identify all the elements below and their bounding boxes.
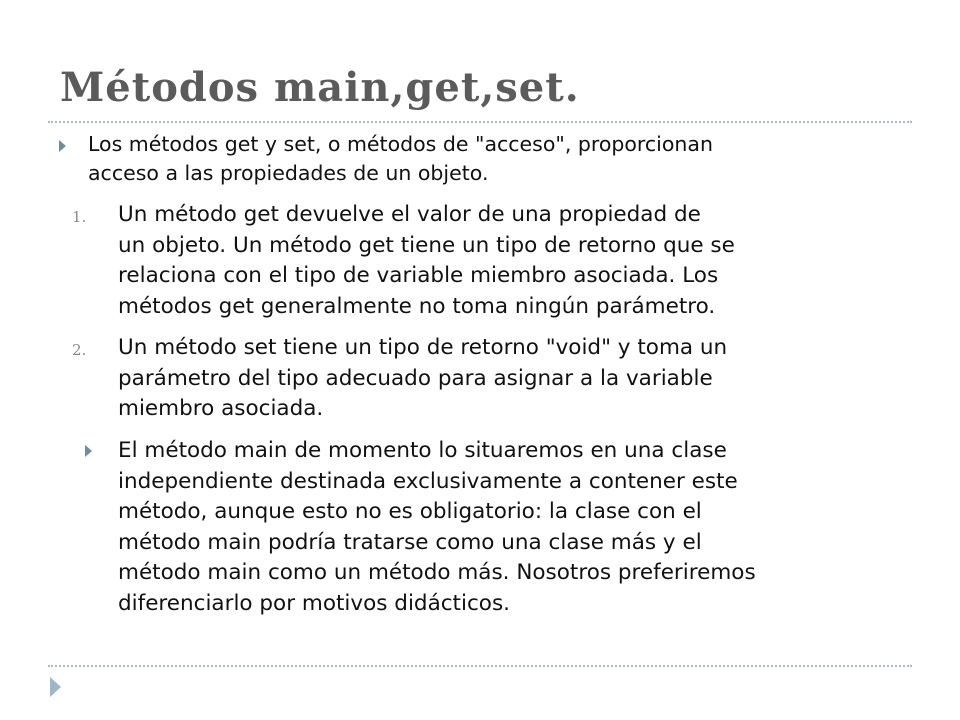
footer-divider <box>48 665 912 667</box>
bullet-text-main-method: El método main de momento lo situaremos en una clase independiente destinada exclusivamente a contener este método, aunque esto no es obligatorio: la clase con el método main podría tratarse como una clase más y el método main como un método más. Nosotros preferiremos diferenciarlo por motivos didácticos. <box>118 438 756 616</box>
bullet-arrow-icon <box>59 140 66 152</box>
list-item-getter: Un método get devuelve el valor de una propiedad de un objeto. Un método get tiene un tipo de retorno que se relaciona con el tipo de variable miembro asociada. Los métodos get generalmente no toma ningún parámetro. <box>118 202 735 319</box>
title-divider <box>48 121 912 123</box>
bullet-arrow-icon <box>85 445 92 457</box>
slide-title: Métodos main,get,set. <box>60 64 580 111</box>
list-number-1: 1. <box>72 208 87 226</box>
footer-triangle-icon <box>50 677 61 697</box>
list-number-2: 2. <box>72 341 87 359</box>
list-item-setter: Un método set tiene un tipo de retorno "void" y toma un parámetro del tipo adecuado para asignar a la variable miembro asociada. <box>118 335 728 421</box>
bullet-text-accessors: Los métodos get y set, o métodos de "acceso", proporcionan acceso a las propiedades de un objeto. <box>88 132 713 185</box>
